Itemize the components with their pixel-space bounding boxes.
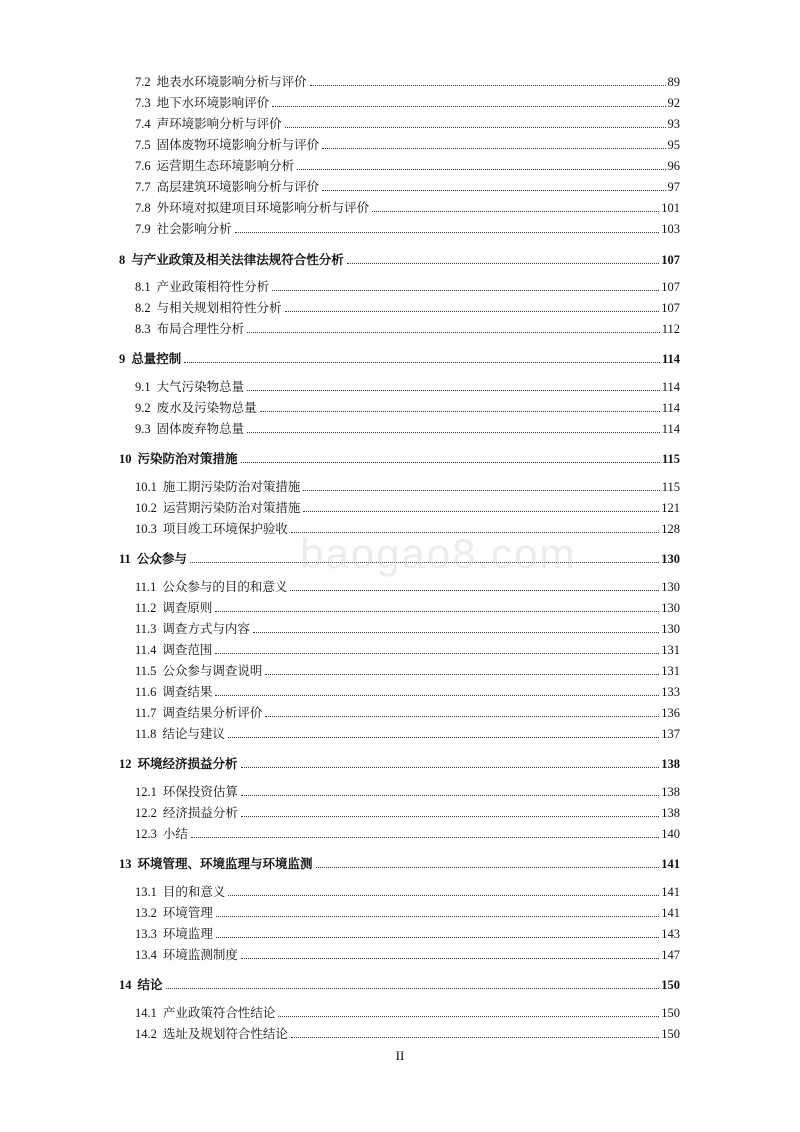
toc-section-entry[interactable]: [119, 521, 680, 537]
dot-leader: [291, 532, 659, 533]
dot-leader: [316, 867, 660, 868]
dot-leader: [216, 937, 659, 938]
toc-entry-number: 7.4: [135, 117, 151, 131]
toc-entry-page: 130: [661, 622, 680, 636]
toc-entry-number: 14: [119, 978, 132, 992]
dot-leader: [278, 1016, 659, 1017]
toc-section-entry[interactable]: [119, 200, 680, 216]
watermark: baogao8.com: [300, 530, 577, 577]
toc-entry-page: 114: [661, 401, 680, 415]
dot-leader: [247, 332, 660, 333]
dot-leader: [247, 390, 660, 391]
toc-entry-page: 138: [661, 806, 680, 820]
toc-section-entry[interactable]: [119, 321, 680, 337]
toc-entry-title: 环保投资估算: [162, 785, 238, 799]
toc-entry-title: 地表水环境影响分析与评价: [156, 75, 307, 89]
toc-section-entry[interactable]: [119, 1005, 680, 1021]
toc-section-entry[interactable]: [119, 379, 680, 395]
toc-entry-title: 与相关规划相符性分析: [156, 301, 282, 315]
toc-entry-number: 10: [119, 452, 132, 466]
toc-entry-title: 固体废物环境影响分析与评价: [156, 138, 320, 152]
toc-entry-label: [135, 421, 247, 437]
toc-section-entry[interactable]: [119, 74, 680, 90]
toc-entry-label: [135, 521, 291, 537]
toc-entry-page: 141: [661, 857, 680, 871]
toc-entry-page: 101: [661, 201, 680, 215]
dot-leader: [191, 837, 659, 838]
toc-entry-number: 11.4: [135, 643, 157, 657]
toc-section-entry[interactable]: [119, 179, 680, 195]
toc-entry-title: 项目竣工环境保护验收: [162, 522, 288, 536]
toc-entry-title: 地下水环境影响评价: [156, 96, 270, 110]
toc-entry-title: 结论与建议: [162, 727, 225, 741]
toc-entry-title: 调查范围: [162, 643, 213, 657]
toc-entry-page: 140: [661, 827, 680, 841]
toc-entry-page: 130: [661, 601, 680, 615]
dot-leader: [297, 169, 665, 170]
toc-entry-page: 121: [661, 501, 680, 515]
toc-entry-page: 137: [661, 727, 680, 741]
toc-section-entry[interactable]: [119, 600, 680, 616]
toc-entry-number: 7.8: [135, 201, 151, 215]
toc-entry-title: 公众参与调查说明: [162, 664, 263, 678]
toc-entry-label: [119, 451, 241, 467]
toc-entry-page: 138: [661, 785, 680, 799]
toc-entry-page: 130: [661, 552, 680, 566]
dot-leader: [303, 511, 659, 512]
toc-entry-number: 11.8: [135, 727, 157, 741]
toc-entry-label: [135, 200, 372, 216]
toc-entry-label: [135, 137, 322, 153]
toc-entry-title: 环境监测制度: [162, 948, 238, 962]
toc-entry-page: 107: [661, 280, 680, 294]
dot-leader: [241, 795, 659, 796]
dot-leader: [166, 988, 660, 989]
toc-entry-title: 调查结果分析评价: [162, 706, 263, 720]
dot-leader: [215, 611, 659, 612]
dot-leader: [216, 916, 659, 917]
toc-section-entry[interactable]: [119, 279, 680, 295]
toc-section-entry[interactable]: [119, 705, 680, 721]
toc-entry-title: 目的和意义: [162, 885, 226, 899]
toc-entry-label: [135, 1005, 278, 1021]
toc-entry-number: 11.3: [135, 622, 157, 636]
toc-entry-label: [119, 351, 184, 367]
toc-section-entry[interactable]: [119, 137, 680, 153]
dot-leader: [347, 263, 659, 264]
toc-entry-title: 产业政策相符性分析: [156, 280, 270, 294]
toc-entry-title: 固体废弃物总量: [156, 422, 245, 436]
toc-entry-title: 废水及污染物总量: [156, 401, 257, 415]
toc-entry-page: 150: [661, 978, 680, 992]
dot-leader: [322, 148, 665, 149]
toc-entry-number: 11.6: [135, 685, 157, 699]
toc-entry-label: [135, 826, 191, 842]
dot-leader: [310, 85, 666, 86]
toc-entry-label: [119, 252, 347, 268]
toc-entry-label: [135, 621, 253, 637]
toc-entry-page: 114: [661, 422, 680, 436]
toc-entry-label: [135, 884, 228, 900]
toc-entry-label: [135, 579, 290, 595]
toc-entry-label: [135, 947, 241, 963]
toc-entry-number: 9.1: [135, 380, 151, 394]
toc-section-entry[interactable]: [119, 479, 680, 495]
toc-section-entry[interactable]: [119, 400, 680, 416]
toc-section-entry[interactable]: [119, 947, 680, 963]
toc-entry-number: 13.1: [135, 885, 157, 899]
toc-entry-title: 声环境影响分析与评价: [156, 117, 282, 131]
toc-section-entry[interactable]: [119, 1026, 680, 1042]
page-number-footer: II: [395, 1048, 405, 1063]
toc-entry-number: 7.6: [135, 159, 151, 173]
toc-entry-page: 130: [661, 580, 680, 594]
toc-entry-title: 高层建筑环境影响分析与评价: [156, 180, 320, 194]
toc-entry-label: [135, 1026, 291, 1042]
toc-entry-title: 公众参与: [136, 552, 187, 566]
toc-entry-title: 社会影响分析: [156, 222, 232, 236]
toc-entry-title: 小结: [162, 827, 188, 841]
toc-entry-number: 11.7: [135, 706, 157, 720]
toc-chapter-entry[interactable]: [119, 551, 680, 567]
toc-section-entry[interactable]: [119, 826, 680, 842]
toc-entry-label: [135, 179, 322, 195]
toc-entry-number: 7.3: [135, 96, 151, 110]
toc-entry-page: 92: [667, 96, 680, 110]
dot-leader: [228, 895, 659, 896]
toc-entry-page: 143: [661, 927, 680, 941]
dot-leader: [228, 737, 659, 738]
toc-entry-title: 外环境对拟建项目环境影响分析与评价: [156, 201, 370, 215]
toc-entry-label: [135, 500, 303, 516]
toc-entry-number: 11.1: [135, 580, 157, 594]
toc-section-entry[interactable]: [119, 621, 680, 637]
toc-entry-label: [135, 95, 272, 111]
dot-leader: [265, 716, 659, 717]
toc-entry-page: 131: [661, 664, 680, 678]
toc-entry-number: 9.3: [135, 422, 151, 436]
toc-entry-page: 138: [661, 757, 680, 771]
toc-entry-number: 12.1: [135, 785, 157, 799]
toc-section-entry[interactable]: [119, 158, 680, 174]
dot-leader: [247, 432, 660, 433]
dot-leader: [322, 190, 665, 191]
toc-entry-label: [135, 805, 241, 821]
toc-entry-number: 12.3: [135, 827, 157, 841]
dot-leader: [241, 462, 660, 463]
toc-entry-title: 调查方式与内容: [162, 622, 250, 636]
toc-entry-label: [135, 726, 228, 742]
dot-leader: [372, 211, 659, 212]
toc-entry-number: 8.1: [135, 280, 151, 294]
toc-chapter-entry[interactable]: [119, 451, 680, 467]
toc-entry-page: 150: [661, 1027, 680, 1041]
toc-entry-title: 环境管理、环境监理与环境监测: [137, 857, 313, 871]
dot-leader: [265, 674, 659, 675]
toc-section-entry[interactable]: [119, 116, 680, 132]
toc-chapter-entry[interactable]: [119, 252, 680, 268]
toc-chapter-entry[interactable]: [119, 856, 680, 872]
toc-entry-title: 环境管理: [162, 906, 213, 920]
dot-leader: [272, 106, 665, 107]
dot-leader: [285, 127, 666, 128]
toc-entry-title: 大气污染物总量: [156, 380, 245, 394]
toc-entry-label: [135, 74, 310, 90]
toc-section-entry[interactable]: [119, 905, 680, 921]
toc-entry-page: 107: [661, 301, 680, 315]
toc-entry-title: 环境经济损益分析: [137, 757, 238, 771]
toc-entry-title: 环境监理: [162, 927, 213, 941]
toc-entry-page: 128: [661, 522, 680, 536]
toc-entry-title: 选址及规划符合性结论: [162, 1027, 288, 1041]
toc-entry-title: 调查原则: [162, 601, 213, 615]
toc-section-entry[interactable]: [119, 784, 680, 800]
dot-leader: [285, 311, 660, 312]
toc-entry-page: 133: [661, 685, 680, 699]
dot-leader: [260, 411, 660, 412]
toc-entry-number: 13.3: [135, 927, 157, 941]
toc-entry-label: [135, 400, 260, 416]
toc-entry-number: 7.7: [135, 180, 151, 194]
toc-entry-page: 95: [667, 138, 680, 152]
toc-section-entry[interactable]: [119, 421, 680, 437]
toc-entry-title: 污染防治对策措施: [137, 452, 238, 466]
toc-entry-title: 与产业政策及相关法律法规符合性分析: [131, 253, 344, 267]
toc-section-entry[interactable]: [119, 684, 680, 700]
toc-entry-page: 114: [661, 352, 680, 366]
dot-leader: [290, 590, 659, 591]
toc-section-entry[interactable]: [119, 663, 680, 679]
dot-leader: [190, 562, 659, 563]
toc-section-entry[interactable]: [119, 926, 680, 942]
toc-entry-number: 11.5: [135, 664, 157, 678]
toc-entry-page: 147: [661, 948, 680, 962]
toc-entry-page: 141: [661, 906, 680, 920]
toc-entry-page: 96: [667, 159, 680, 173]
toc-entry-title: 运营期污染防治对策措施: [162, 501, 301, 515]
toc-entry-label: [135, 479, 303, 495]
toc-entry-number: 8.3: [135, 322, 151, 336]
dot-leader: [291, 1037, 659, 1038]
toc-entry-page: 115: [661, 452, 680, 466]
toc-entry-title: 结论: [137, 978, 163, 992]
toc-entry-label: [135, 221, 235, 237]
toc-entry-number: 7.9: [135, 222, 151, 236]
toc-section-entry[interactable]: [119, 642, 680, 658]
toc-entry-label: [119, 551, 190, 567]
toc-entry-number: 11: [119, 552, 131, 566]
toc-entry-page: 89: [667, 75, 680, 89]
toc-entry-title: 运营期生态环境影响分析: [156, 159, 295, 173]
toc-entry-label: [135, 379, 247, 395]
toc-entry-page: 112: [661, 322, 680, 336]
dot-leader: [253, 632, 659, 633]
toc-entry-label: [135, 905, 216, 921]
toc-entry-page: 103: [661, 222, 680, 236]
dot-leader: [303, 490, 659, 491]
toc-entry-number: 12: [119, 757, 132, 771]
dot-leader: [272, 290, 659, 291]
toc-entry-number: 9: [119, 352, 126, 366]
toc-entry-title: 调查结果: [162, 685, 213, 699]
toc-entry-title: 布局合理性分析: [156, 322, 245, 336]
toc-entry-label: [135, 158, 297, 174]
toc-entry-number: 14.1: [135, 1006, 157, 1020]
toc-entry-label: [135, 116, 285, 132]
toc-entry-label: [119, 977, 166, 993]
toc-section-entry[interactable]: [119, 884, 680, 900]
dot-leader: [241, 816, 659, 817]
toc-entry-page: 97: [667, 180, 680, 194]
toc-entry-page: 150: [661, 1006, 680, 1020]
toc-entry-number: 9.2: [135, 401, 151, 415]
toc-entry-label: [135, 279, 272, 295]
toc-entry-number: 11.2: [135, 601, 157, 615]
dot-leader: [184, 362, 660, 363]
toc-entry-page: 114: [661, 380, 680, 394]
toc-entry-page: 107: [661, 253, 680, 267]
toc-entry-number: 12.2: [135, 806, 157, 820]
dot-leader: [241, 767, 660, 768]
toc-entry-title: 施工期污染防治对策措施: [162, 480, 301, 494]
toc-entry-label: [119, 856, 316, 872]
toc-chapter-entry[interactable]: [119, 351, 680, 367]
toc-entry-label: [135, 600, 215, 616]
toc-entry-number: 14.2: [135, 1027, 157, 1041]
toc-entry-label: [135, 321, 247, 337]
toc-entry-number: 7.5: [135, 138, 151, 152]
toc-entry-page: 131: [661, 643, 680, 657]
toc-entry-number: 8: [119, 253, 126, 267]
toc-entry-title: 经济损益分析: [162, 806, 238, 820]
toc-section-entry[interactable]: [119, 726, 680, 742]
dot-leader: [241, 958, 659, 959]
toc-section-entry[interactable]: [119, 300, 680, 316]
toc-entry-number: 10.3: [135, 522, 157, 536]
toc-entry-label: [135, 642, 215, 658]
toc-section-entry[interactable]: [119, 95, 680, 111]
toc-entry-number: 7.2: [135, 75, 151, 89]
toc-entry-label: [135, 784, 241, 800]
toc-entry-label: [135, 300, 285, 316]
toc-section-entry[interactable]: [119, 500, 680, 516]
toc-entry-title: 产业政策符合性结论: [162, 1006, 276, 1020]
toc-entry-number: 10.2: [135, 501, 157, 515]
toc-entry-page: 115: [661, 480, 680, 494]
toc-entry-page: 93: [667, 117, 680, 131]
toc-entry-label: [135, 926, 216, 942]
toc-entry-page: 136: [661, 706, 680, 720]
toc-entry-number: 10.1: [135, 480, 157, 494]
toc-section-entry[interactable]: [119, 221, 680, 237]
toc-chapter-entry[interactable]: [119, 977, 680, 993]
toc-entry-title: 公众参与的目的和意义: [162, 580, 288, 594]
toc-entry-number: 13.4: [135, 948, 157, 962]
dot-leader: [235, 232, 660, 233]
toc-entry-label: [135, 705, 265, 721]
toc-section-entry[interactable]: [119, 579, 680, 595]
toc-entry-label: [119, 756, 241, 772]
toc-chapter-entry[interactable]: [119, 756, 680, 772]
toc-section-entry[interactable]: [119, 805, 680, 821]
toc-entry-label: [135, 684, 215, 700]
toc-entry-page: 141: [661, 885, 680, 899]
toc-entry-number: 8.2: [135, 301, 151, 315]
toc-entry-label: [135, 663, 265, 679]
toc-entry-number: 13: [119, 857, 132, 871]
dot-leader: [215, 653, 659, 654]
toc-entry-title: 总量控制: [131, 352, 182, 366]
toc-entry-number: 13.2: [135, 906, 157, 920]
dot-leader: [215, 695, 659, 696]
